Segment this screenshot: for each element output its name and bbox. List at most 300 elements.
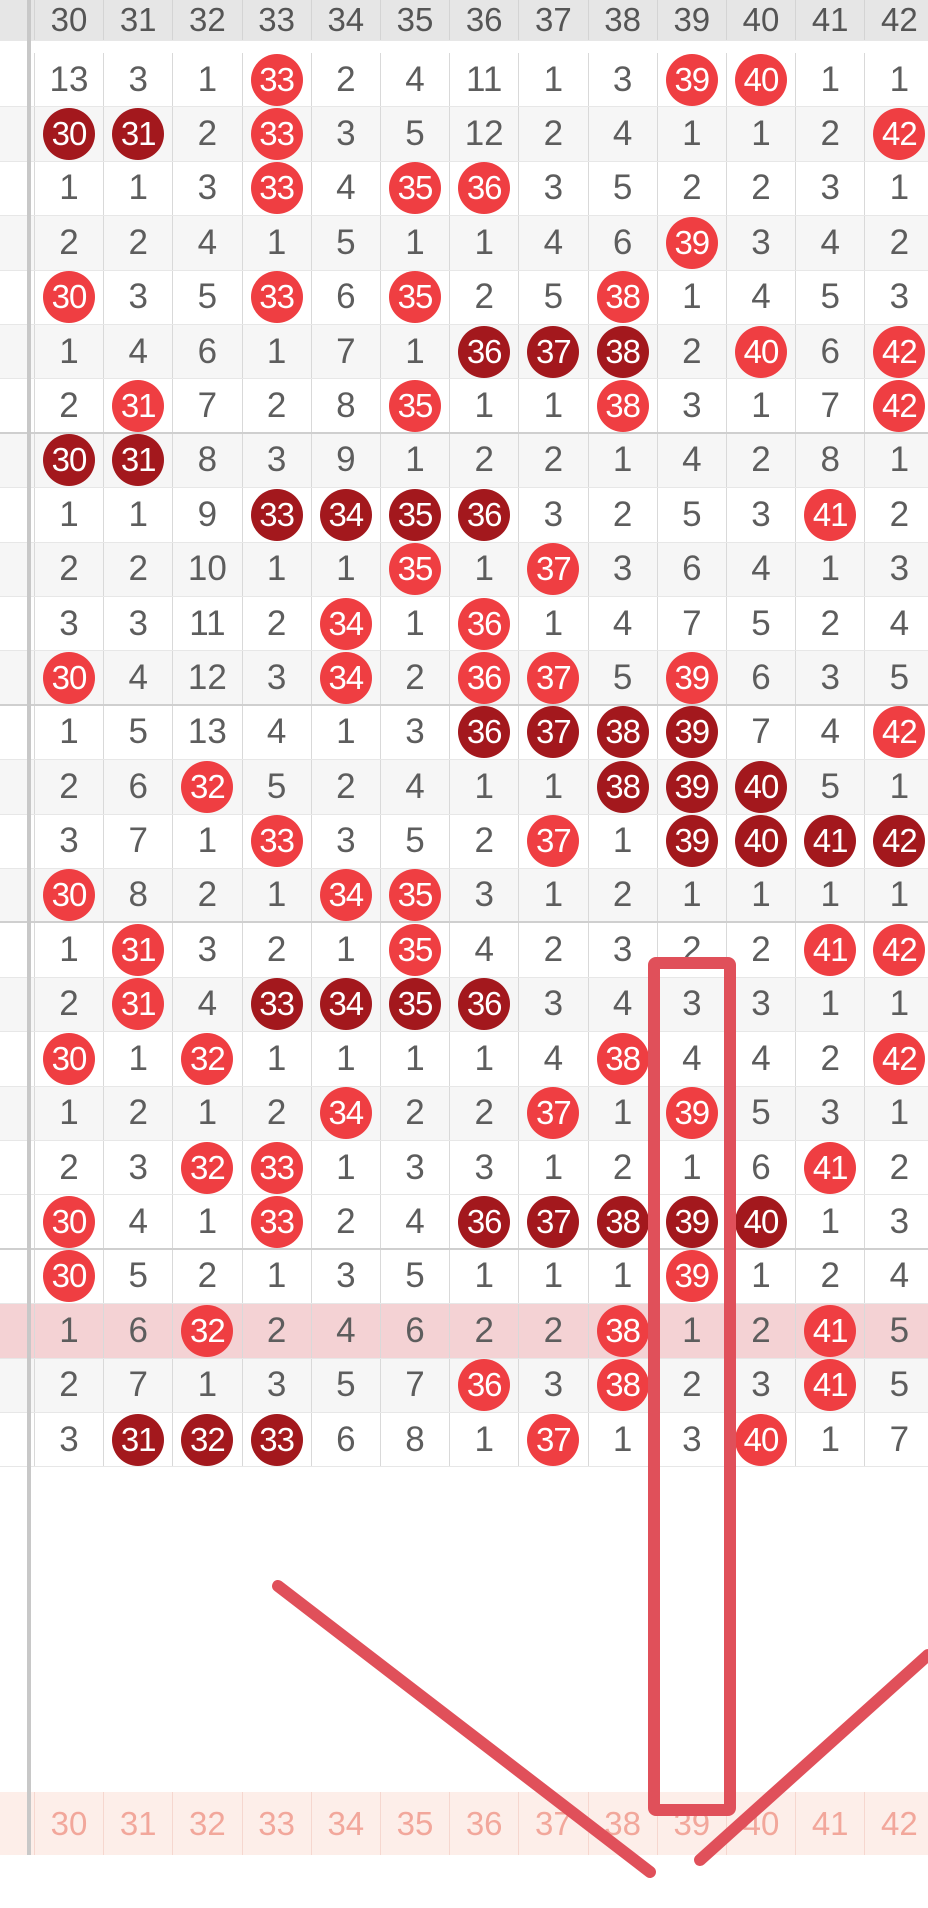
omission-count-cell[interactable]: 2 [311,53,380,106]
red-number-ball[interactable]: 35 [389,162,441,214]
red-number-ball[interactable]: 36 [458,162,510,214]
omission-count-cell[interactable]: 2 [449,815,518,868]
table-row[interactable] [0,760,928,814]
table-row[interactable] [0,1087,928,1141]
table-row[interactable] [0,978,928,1032]
omission-count-cell[interactable]: 2 [311,1195,380,1247]
table-row[interactable] [0,325,928,379]
omission-count-cell[interactable]: 11 [172,597,241,650]
table-row[interactable] [0,597,928,651]
number-cell-ball[interactable] [103,923,172,976]
omission-count-cell[interactable]: 5 [864,651,928,703]
omission-count-cell[interactable]: 1 [657,271,726,324]
omission-count-cell[interactable]: 3 [864,271,928,324]
omission-count-cell[interactable]: 1 [449,216,518,269]
omission-count-cell[interactable]: 1 [449,760,518,813]
omission-count-cell[interactable]: 3 [103,53,172,106]
omission-count-cell[interactable]: 5 [380,1250,449,1303]
omission-count-cell[interactable]: 3 [103,597,172,650]
red-number-ball[interactable]: 41 [804,924,856,976]
omission-count-cell[interactable]: 4 [518,216,587,269]
number-cell-ball[interactable] [864,815,928,868]
red-number-ball[interactable]: 32 [181,1142,233,1194]
omission-count-cell[interactable]: 2 [103,216,172,269]
omission-count-cell[interactable]: 1 [34,706,103,759]
omission-count-cell[interactable]: 3 [588,53,657,106]
number-cell-ball[interactable] [726,1195,795,1247]
omission-count-cell[interactable]: 1 [795,869,864,921]
dark-number-ball[interactable]: 36 [458,706,510,758]
omission-count-cell[interactable]: 1 [864,53,928,106]
footer-number-34[interactable]: 34 [311,1792,380,1855]
red-number-ball[interactable]: 34 [320,1087,372,1139]
omission-count-cell[interactable]: 7 [795,379,864,431]
dark-number-ball[interactable]: 31 [112,1414,164,1466]
omission-count-cell[interactable]: 3 [726,488,795,541]
omission-count-cell[interactable]: 6 [103,760,172,813]
omission-count-cell[interactable]: 2 [242,379,311,431]
red-number-ball[interactable]: 36 [458,1359,510,1411]
number-cell-ball[interactable] [588,271,657,324]
red-number-ball[interactable]: 39 [666,217,718,269]
red-number-ball[interactable]: 42 [873,326,925,378]
table-row[interactable] [0,379,928,433]
footer-number-36[interactable]: 36 [449,1792,518,1855]
red-number-ball[interactable]: 42 [873,108,925,160]
omission-count-cell[interactable]: 2 [242,1304,311,1357]
omission-count-cell[interactable]: 1 [657,1141,726,1194]
omission-count-cell[interactable]: 1 [588,1087,657,1140]
omission-count-cell[interactable]: 4 [172,216,241,269]
number-cell-ball[interactable] [311,1087,380,1140]
omission-count-cell[interactable]: 1 [103,488,172,541]
number-cell-ball[interactable] [449,1359,518,1412]
red-number-ball[interactable]: 34 [320,652,372,704]
number-cell-ball[interactable] [864,923,928,976]
dark-number-ball[interactable]: 33 [251,978,303,1030]
red-number-ball[interactable]: 38 [597,1033,649,1085]
omission-count-cell[interactable]: 1 [449,1032,518,1085]
omission-count-cell[interactable]: 9 [172,488,241,541]
red-number-ball[interactable]: 41 [804,1359,856,1411]
omission-count-cell[interactable]: 4 [242,706,311,759]
omission-count-cell[interactable]: 1 [726,1250,795,1303]
red-number-ball[interactable]: 35 [389,543,441,595]
red-number-ball[interactable]: 30 [43,869,95,921]
omission-count-cell[interactable]: 5 [795,271,864,324]
number-cell-ball[interactable] [518,706,587,759]
omission-count-cell[interactable]: 1 [449,1250,518,1303]
red-number-ball[interactable]: 42 [873,380,925,432]
omission-count-cell[interactable]: 5 [172,271,241,324]
number-cell-ball[interactable] [103,379,172,431]
table-row[interactable] [0,488,928,542]
number-cell-ball[interactable] [657,1250,726,1303]
omission-count-cell[interactable]: 9 [311,434,380,487]
omission-count-cell[interactable]: 1 [864,434,928,487]
omission-count-cell[interactable]: 4 [380,53,449,106]
number-cell-ball[interactable] [242,1195,311,1247]
omission-count-cell[interactable]: 1 [103,1032,172,1085]
number-cell-ball[interactable] [311,978,380,1031]
number-cell-ball[interactable] [726,1413,795,1466]
number-cell-ball[interactable] [657,1087,726,1140]
number-cell-ball[interactable] [311,597,380,650]
number-cell-ball[interactable] [449,162,518,215]
omission-count-cell[interactable]: 2 [311,760,380,813]
red-number-ball[interactable]: 33 [251,271,303,323]
omission-count-cell[interactable]: 1 [726,379,795,431]
number-cell-ball[interactable] [380,488,449,541]
number-cell-ball[interactable] [380,543,449,596]
omission-count-cell[interactable]: 4 [103,325,172,378]
omission-count-cell[interactable]: 2 [34,216,103,269]
omission-count-cell[interactable]: 2 [864,1141,928,1194]
omission-count-cell[interactable]: 1 [449,543,518,596]
omission-count-cell[interactable]: 2 [380,1087,449,1140]
omission-count-cell[interactable]: 1 [795,543,864,596]
number-cell-ball[interactable] [380,869,449,921]
omission-count-cell[interactable]: 3 [34,597,103,650]
omission-count-cell[interactable]: 10 [172,543,241,596]
omission-count-cell[interactable]: 3 [864,1195,928,1247]
number-cell-ball[interactable] [449,597,518,650]
dark-number-ball[interactable]: 38 [597,761,649,813]
red-number-ball[interactable]: 35 [389,380,441,432]
number-cell-ball[interactable] [242,488,311,541]
table-row[interactable] [0,1359,928,1413]
number-cell-ball[interactable] [726,760,795,813]
number-cell-ball[interactable] [864,706,928,759]
red-number-ball[interactable]: 33 [251,54,303,106]
omission-count-cell[interactable]: 2 [34,1359,103,1412]
omission-count-cell[interactable]: 2 [657,325,726,378]
red-number-ball[interactable]: 42 [873,924,925,976]
number-cell-ball[interactable] [242,1141,311,1194]
number-cell-ball[interactable] [795,1359,864,1412]
omission-count-cell[interactable]: 3 [795,162,864,215]
number-cell-ball[interactable] [242,162,311,215]
table-row[interactable] [0,869,928,923]
omission-count-cell[interactable]: 3 [449,869,518,921]
number-cell-ball[interactable] [657,760,726,813]
omission-count-cell[interactable]: 12 [172,651,241,703]
table-row[interactable] [0,1032,928,1086]
table-row[interactable] [0,1413,928,1467]
red-number-ball[interactable]: 38 [597,1359,649,1411]
omission-count-cell[interactable]: 1 [518,1250,587,1303]
omission-count-cell[interactable]: 2 [449,1087,518,1140]
table-row[interactable] [0,107,928,161]
number-cell-ball[interactable] [172,1032,241,1085]
number-cell-ball[interactable] [588,1032,657,1085]
number-cell-ball[interactable] [380,271,449,324]
number-cell-ball[interactable] [311,488,380,541]
number-cell-ball[interactable] [795,1141,864,1194]
omission-count-cell[interactable]: 1 [311,923,380,976]
number-cell-ball[interactable] [588,706,657,759]
omission-count-cell[interactable]: 1 [172,1087,241,1140]
number-cell-ball[interactable] [588,760,657,813]
omission-count-cell[interactable]: 3 [311,815,380,868]
red-number-ball[interactable]: 39 [666,1250,718,1302]
omission-count-cell[interactable]: 4 [103,651,172,703]
omission-count-cell[interactable]: 1 [518,53,587,106]
omission-count-cell[interactable]: 4 [311,1304,380,1357]
omission-count-cell[interactable]: 2 [34,379,103,431]
number-cell-ball[interactable] [864,107,928,160]
red-number-ball[interactable]: 35 [389,869,441,921]
omission-count-cell[interactable]: 1 [518,1141,587,1194]
omission-count-cell[interactable]: 1 [795,53,864,106]
omission-count-cell[interactable]: 3 [657,379,726,431]
dark-number-ball[interactable]: 33 [251,489,303,541]
table-row[interactable] [0,1250,928,1304]
omission-count-cell[interactable]: 1 [172,53,241,106]
dark-number-ball[interactable]: 30 [43,108,95,160]
red-number-ball[interactable]: 38 [597,1305,649,1357]
table-row[interactable] [0,1195,928,1249]
omission-count-cell[interactable]: 4 [657,434,726,487]
omission-count-cell[interactable]: 4 [380,1195,449,1247]
table-row[interactable] [0,923,928,977]
omission-count-cell[interactable]: 4 [518,1032,587,1085]
omission-count-cell[interactable]: 6 [103,1304,172,1357]
omission-count-cell[interactable]: 1 [34,1087,103,1140]
omission-count-cell[interactable]: 2 [518,1304,587,1357]
number-cell-ball[interactable] [380,162,449,215]
omission-count-cell[interactable]: 2 [172,107,241,160]
omission-count-cell[interactable]: 1 [864,162,928,215]
number-cell-ball[interactable] [172,760,241,813]
red-number-ball[interactable]: 41 [804,1305,856,1357]
omission-count-cell[interactable]: 2 [726,162,795,215]
number-cell-ball[interactable] [449,706,518,759]
number-cell-ball[interactable] [449,325,518,378]
omission-count-cell[interactable]: 3 [34,815,103,868]
red-number-ball[interactable]: 30 [43,271,95,323]
omission-count-cell[interactable]: 3 [311,1250,380,1303]
number-cell-ball[interactable] [864,379,928,431]
omission-count-cell[interactable]: 2 [657,162,726,215]
omission-count-cell[interactable]: 4 [380,760,449,813]
number-cell-ball[interactable] [242,271,311,324]
omission-count-cell[interactable]: 1 [311,706,380,759]
red-number-ball[interactable]: 30 [43,1250,95,1302]
number-cell-ball[interactable] [172,1413,241,1466]
omission-count-cell[interactable]: 2 [172,869,241,921]
red-number-ball[interactable]: 32 [181,1305,233,1357]
omission-count-cell[interactable]: 5 [864,1304,928,1357]
omission-count-cell[interactable]: 5 [380,815,449,868]
omission-count-cell[interactable]: 5 [311,1359,380,1412]
omission-count-cell[interactable]: 3 [657,1413,726,1466]
omission-count-cell[interactable]: 4 [588,107,657,160]
omission-count-cell[interactable]: 5 [657,488,726,541]
red-number-ball[interactable]: 34 [320,598,372,650]
red-number-ball[interactable]: 30 [43,1196,95,1248]
dark-number-ball[interactable]: 39 [666,706,718,758]
omission-count-cell[interactable]: 3 [795,1087,864,1140]
omission-count-cell[interactable]: 1 [657,107,726,160]
omission-count-cell[interactable]: 2 [34,978,103,1031]
omission-count-cell[interactable]: 1 [34,1304,103,1357]
red-number-ball[interactable]: 40 [735,326,787,378]
omission-count-cell[interactable]: 3 [657,978,726,1031]
footer-number-39[interactable]: 39 [657,1792,726,1855]
red-number-ball[interactable]: 42 [873,1033,925,1085]
omission-count-cell[interactable]: 3 [34,1413,103,1466]
red-number-ball[interactable]: 39 [666,652,718,704]
omission-count-cell[interactable]: 8 [311,379,380,431]
omission-count-cell[interactable]: 5 [380,107,449,160]
number-cell-ball[interactable] [657,1195,726,1247]
footer-number-40[interactable]: 40 [726,1792,795,1855]
omission-count-cell[interactable]: 3 [380,706,449,759]
omission-count-cell[interactable]: 11 [449,53,518,106]
table-row[interactable] [0,706,928,760]
footer-number-37[interactable]: 37 [518,1792,587,1855]
dark-number-ball[interactable]: 39 [666,815,718,867]
number-cell-ball[interactable] [657,706,726,759]
red-number-ball[interactable]: 37 [527,815,579,867]
omission-count-cell[interactable]: 1 [726,869,795,921]
dark-number-ball[interactable]: 34 [320,978,372,1030]
omission-count-cell[interactable]: 4 [864,1250,928,1303]
omission-count-cell[interactable]: 8 [103,869,172,921]
omission-count-cell[interactable]: 4 [588,597,657,650]
number-cell-ball[interactable] [242,1413,311,1466]
red-number-ball[interactable]: 32 [181,761,233,813]
omission-count-cell[interactable]: 2 [380,651,449,703]
number-cell-ball[interactable] [588,1359,657,1412]
red-number-ball[interactable]: 40 [735,1414,787,1466]
number-cell-ball[interactable] [311,651,380,703]
number-cell-ball[interactable] [588,379,657,431]
omission-count-cell[interactable]: 2 [795,107,864,160]
dark-number-ball[interactable]: 35 [389,489,441,541]
omission-count-cell[interactable]: 1 [864,1087,928,1140]
omission-count-cell[interactable]: 5 [518,271,587,324]
number-cell-ball[interactable] [518,1087,587,1140]
table-row[interactable] [0,1304,928,1358]
omission-count-cell[interactable]: 6 [311,271,380,324]
omission-count-cell[interactable]: 2 [795,597,864,650]
omission-count-cell[interactable]: 2 [864,488,928,541]
number-cell-ball[interactable] [588,325,657,378]
number-cell-ball[interactable] [795,923,864,976]
number-cell-ball[interactable] [34,1250,103,1303]
number-cell-ball[interactable] [103,107,172,160]
omission-count-cell[interactable]: 2 [726,923,795,976]
number-cell-ball[interactable] [242,53,311,106]
omission-count-cell[interactable]: 6 [311,1413,380,1466]
number-cell-ball[interactable] [242,815,311,868]
number-cell-ball[interactable] [172,1141,241,1194]
red-number-ball[interactable]: 37 [527,1087,579,1139]
omission-count-cell[interactable]: 4 [726,271,795,324]
red-number-ball[interactable]: 33 [251,1142,303,1194]
dark-number-ball[interactable]: 37 [527,706,579,758]
omission-count-cell[interactable]: 1 [864,869,928,921]
omission-count-cell[interactable]: 2 [518,107,587,160]
omission-count-cell[interactable]: 3 [726,216,795,269]
red-number-ball[interactable]: 39 [666,1087,718,1139]
red-number-ball[interactable]: 38 [597,380,649,432]
omission-count-cell[interactable]: 5 [103,1250,172,1303]
number-cell-ball[interactable] [34,271,103,324]
omission-count-cell[interactable]: 1 [726,107,795,160]
omission-count-cell[interactable]: 2 [864,216,928,269]
omission-count-cell[interactable]: 1 [795,1195,864,1247]
omission-count-cell[interactable]: 3 [726,1359,795,1412]
table-row[interactable] [0,271,928,325]
footer-number-41[interactable]: 41 [795,1792,864,1855]
table-row[interactable] [0,543,928,597]
omission-count-cell[interactable]: 2 [726,1304,795,1357]
dark-number-ball[interactable]: 38 [597,706,649,758]
omission-count-cell[interactable]: 6 [726,651,795,703]
omission-count-cell[interactable]: 2 [449,434,518,487]
red-number-ball[interactable]: 40 [735,54,787,106]
omission-count-cell[interactable]: 5 [588,162,657,215]
omission-count-cell[interactable]: 4 [795,216,864,269]
omission-count-cell[interactable]: 3 [103,1141,172,1194]
red-number-ball[interactable]: 33 [251,162,303,214]
red-number-ball[interactable]: 37 [527,1414,579,1466]
table-row[interactable] [0,651,928,705]
dark-number-ball[interactable]: 37 [527,326,579,378]
red-number-ball[interactable]: 37 [527,543,579,595]
number-cell-ball[interactable] [518,543,587,596]
omission-count-cell[interactable]: 7 [103,815,172,868]
omission-count-cell[interactable]: 4 [172,978,241,1031]
dark-number-ball[interactable]: 31 [112,434,164,486]
omission-count-cell[interactable]: 1 [449,379,518,431]
dark-number-ball[interactable]: 40 [735,815,787,867]
omission-count-cell[interactable]: 2 [795,1250,864,1303]
omission-count-cell[interactable]: 13 [172,706,241,759]
omission-count-cell[interactable]: 1 [588,1250,657,1303]
omission-count-cell[interactable]: 1 [172,1359,241,1412]
omission-count-cell[interactable]: 3 [242,1359,311,1412]
number-cell-ball[interactable] [657,815,726,868]
number-cell-ball[interactable] [657,216,726,269]
number-cell-ball[interactable] [172,1304,241,1357]
omission-count-cell[interactable]: 5 [726,597,795,650]
red-number-ball[interactable]: 33 [251,815,303,867]
omission-count-cell[interactable]: 1 [172,1195,241,1247]
omission-count-cell[interactable]: 1 [795,978,864,1031]
number-cell-ball[interactable] [242,978,311,1031]
omission-count-cell[interactable]: 1 [518,760,587,813]
omission-count-cell[interactable]: 3 [518,488,587,541]
omission-count-cell[interactable]: 1 [380,1032,449,1085]
number-cell-ball[interactable] [726,325,795,378]
footer-number-row[interactable] [0,1792,928,1855]
footer-number-38[interactable]: 38 [588,1792,657,1855]
omission-count-cell[interactable]: 7 [380,1359,449,1412]
footer-number-33[interactable]: 33 [242,1792,311,1855]
omission-count-cell[interactable]: 3 [242,651,311,703]
omission-count-cell[interactable]: 2 [449,271,518,324]
omission-count-cell[interactable]: 2 [103,543,172,596]
red-number-ball[interactable]: 41 [804,489,856,541]
number-cell-ball[interactable] [242,107,311,160]
number-cell-ball[interactable] [795,1304,864,1357]
table-row[interactable] [0,216,928,270]
omission-count-cell[interactable]: 8 [795,434,864,487]
